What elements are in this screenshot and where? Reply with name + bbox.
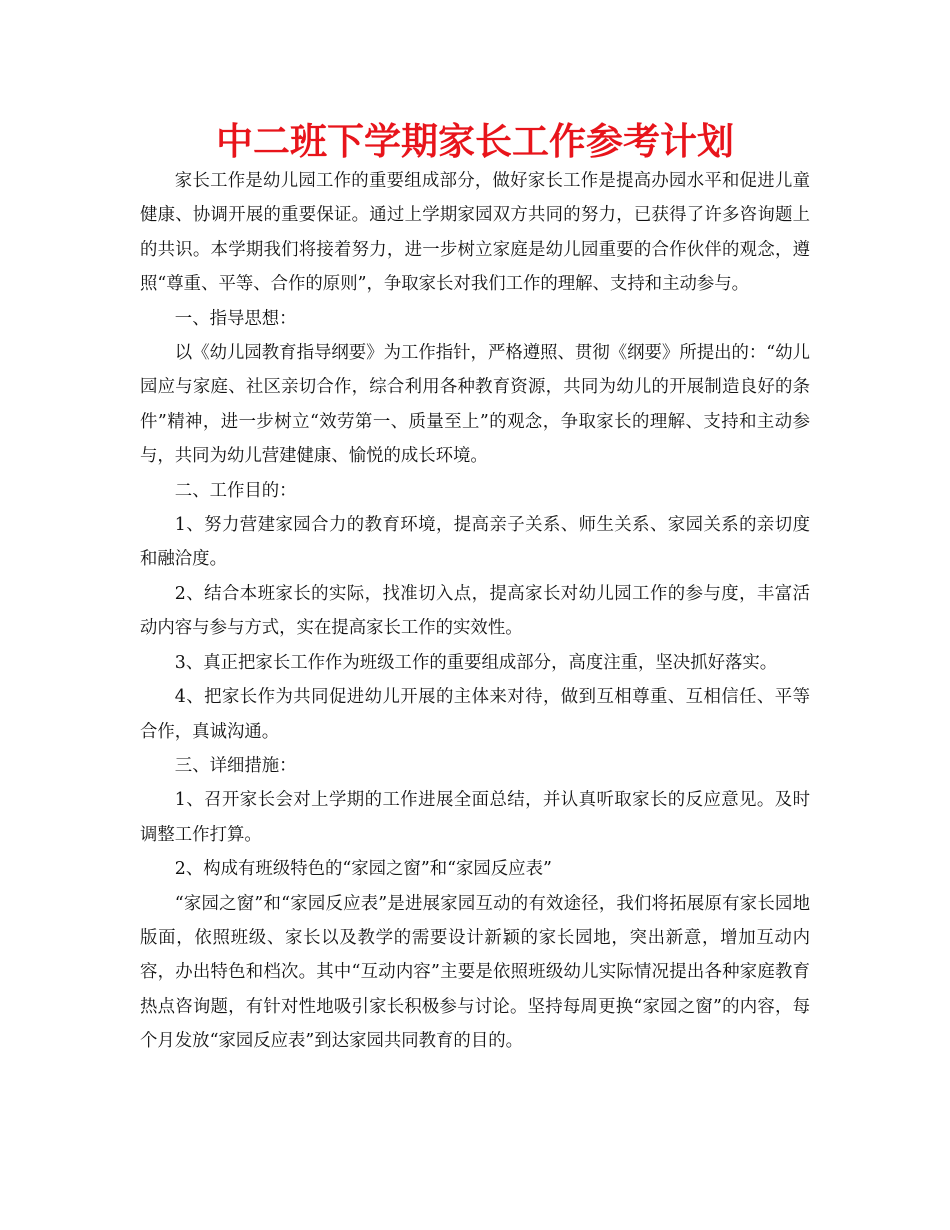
paragraph-goal-3: 3、真正把家长工作作为班级工作的重要组成部分，高度注重，坚决抓好落实。 <box>174 652 778 673</box>
document-body <box>140 164 810 1059</box>
paragraph-guiding-ideas: 以《幼儿园教育指导纲要》为工作指针，严格遵照、贯彻《纲要》所提出的：“幼儿园应与家庭、社区亲切合作，综合利用各种教育资源，共同为幼儿的开展制造良好的条件”精神，进一步树立“效劳第一、质量至上”的观念，争取家长的理解、支持和主动参与，共同为幼儿营建健康、愉悦的成长环境。 <box>140 343 810 467</box>
section-heading-guiding-ideas: 一、指导思想： <box>174 308 297 329</box>
section-heading-measures: 三、详细措施： <box>174 755 297 776</box>
document-title: 中二班下学期家长工作参考计划 <box>216 120 734 163</box>
section-heading-work-goals: 二、工作目的： <box>174 480 297 501</box>
paragraph-measure-2: 2、构成有班级特色的“家园之窗”和“家园反应表” <box>174 859 552 880</box>
paragraph-goal-4: 4、把家长作为共同促进幼儿开展的主体来对待，做到互相尊重、互相信任、平等合作，真诚沟通。 <box>140 687 810 742</box>
paragraph-measure-1: 1、召开家长会对上学期的工作进展全面总结，并认真听取家长的反应意见。及时调整工作打算。 <box>140 790 810 845</box>
paragraph-intro: 家长工作是幼儿园工作的重要组成部分，做好家长工作是提高办园水平和促进儿童健康、协调开展的重要保证。通过上学期家园双方共同的努力，已获得了许多咨询题上的共识。本学期我们将接着努力，进一步树立家庭是幼儿园重要的合作伙伴的观念，遵照“尊重、平等、合作的原则”，争取家长对我们工作的理解、支持和主动参与。 <box>140 171 810 295</box>
paragraph-measure-2-detail: “家园之窗”和“家园反应表”是进展家园互动的有效途径，我们将拓展原有家长园地版面，依照班级、家长以及教学的需要设计新颖的家长园地，突出新意，增加互动内容，办出特色和档次。其中“互动内容”主要是依照班级幼儿实际情况提出各种家庭教育热点咨询题，有针对性地吸引家长积极参与讨论。坚持每周更换“家园之窗”的内容，每个月发放“家园反应表”到达家园共同教育的目的。 <box>140 893 810 1052</box>
paragraph-goal-2: 2、结合本班家长的实际，找准切入点，提高家长对幼儿园工作的参与度，丰富活动内容与参与方式，实在提高家长工作的实效性。 <box>140 583 810 639</box>
paragraph-goal-1: 1、努力营建家园合力的教育环境，提高亲子关系、师生关系、家园关系的亲切度和融洽度。 <box>140 515 810 570</box>
